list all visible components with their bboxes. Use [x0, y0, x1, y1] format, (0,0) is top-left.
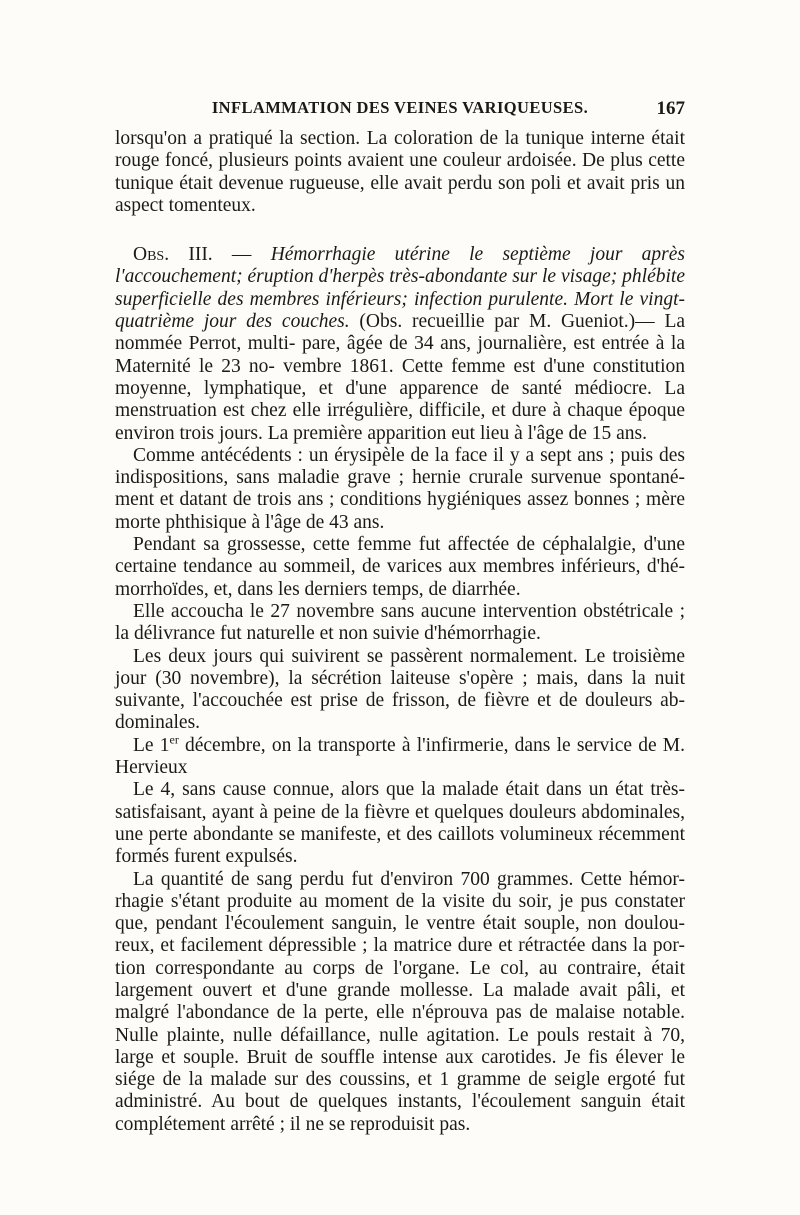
text-line: était rouge foncé, plusieurs points avaient une couleur ardoisée. De — [115, 128, 685, 172]
text-fragment: Le 1 — [133, 734, 170, 756]
paragraph-pregnancy — [115, 534, 685, 601]
text-line: administré. Au bout de quelques instants, l'écoulement sanguin était — [115, 1091, 685, 1113]
text-line: vembre 1861. Cette femme est d'une constitution moyenne, lymphatique, — [115, 355, 685, 399]
page-header — [115, 98, 685, 124]
text-line: pare, âgée de 34 ans, journalière, est entrée à la Maternité le 23 no- — [115, 333, 686, 377]
observation-label: Obs. III. — [133, 244, 213, 266]
text-line: avait pris un aspect tomenteux. — [115, 172, 685, 216]
paragraph-antecedents — [115, 445, 685, 534]
text-line: irrégulière, difficile, et dure à chaque époque environ trois jours. — [115, 400, 686, 444]
paragraph-postpartum — [115, 646, 685, 735]
page-body — [115, 128, 685, 1136]
text-line: que, pendant l'écoulement sanguin, le ventre était souple, non doulou- — [115, 913, 685, 935]
text-line: M. Hervieux — [115, 734, 685, 779]
text-line: largement ouvert et d'une grande mollesse. La malade avait pâli, et — [115, 979, 685, 1001]
text-line: morrhoïdes, et, dans les derniers temps, de diarrhée. — [115, 578, 521, 600]
text-line: (Obs. recueillie par M. Gueniot.)— La nommée Perrot, multi- — [115, 311, 686, 355]
observation-dash: — — [212, 244, 271, 266]
text-line: jour (30 novembre), la sécrétion laiteuse s'opère ; mais, dans la nuit — [115, 667, 685, 689]
text-line: complétement arrêté ; il ne se reproduisit pas. — [115, 1113, 471, 1135]
text-line: lorsqu'on a pratiqué la section. La coloration de la tunique interne — [115, 128, 645, 149]
text-line: suivante, l'accouchée est prise de frisson, de fièvre et de douleurs ab- — [115, 690, 685, 712]
paragraph-continuation — [115, 128, 685, 217]
paragraph-hemorrhage-onset — [115, 779, 685, 868]
observation-paragraph — [115, 244, 685, 445]
text-line: reux, et facilement dépressible ; la matrice dure et rétractée dans la por- — [115, 935, 685, 957]
running-head: INFLAMMATION DES VEINES VARIQUEUSES. — [211, 98, 589, 117]
text-line: La première apparition eut lieu à l'âge de 15 ans. — [267, 422, 648, 444]
text-line: Comme antécédents : un érysipèle de la face il y a sept ans ; puis des — [133, 444, 685, 466]
text-line: ment et datant de trois ans ; conditions hygiéniques assez bonnes ; mère — [115, 489, 685, 511]
text-line: Le 4, sans cause connue, alors que la malade était dans un état très- — [133, 779, 685, 801]
text-line: siége de la malade sur des coussins, et 1 gramme de seigle ergoté fut — [115, 1069, 685, 1091]
text-line: formés furent expulsés. — [115, 846, 298, 868]
text-line: plus cette tunique était devenue rugueuse, elle avait perdu son poli et — [115, 150, 685, 194]
text-line: malgré l'abondance de la perte, elle n'éprouva pas de malaise notable. — [115, 1002, 685, 1024]
text-line: Pendant sa grossesse, cette femme fut affectée de céphalalgie, d'une — [133, 534, 685, 556]
ordinal-superscript: er — [169, 732, 179, 747]
paragraph-delivery — [115, 601, 685, 646]
text-line: La quantité de sang perdu fut d'environ 700 grammes. Cette hémor- — [133, 868, 685, 890]
text-line: dominales. — [115, 712, 201, 734]
observation-title: Hémorrhagie utérine le septième jour après l'accouchement; éruption d'herpès très-abondante sur le visage; phlébite superficielle des membres inférieurs; infection purulente. Mort le vingt-quatrième jour des couches. — [115, 244, 686, 333]
page-number: 167 — [656, 98, 685, 119]
text-line: Nulle plainte, nulle défaillance, nulle agitation. Le pouls restait à 70, — [115, 1024, 685, 1046]
text-line: et d'une apparence de santé médiocre. La menstruation est chez elle — [115, 377, 685, 422]
paragraph-transfer — [115, 732, 685, 780]
text-line: la délivrance fut naturelle et non suivie d'hémorrhagie. — [115, 623, 541, 645]
text-line: certaine tendance au sommeil, de varices aux membres inférieurs, d'hé- — [115, 556, 685, 578]
text-line: tion correspondante au corps de l'organe. Le col, au contraire, était — [115, 957, 685, 979]
text-line: rhagie s'étant produite au moment de la visite du soir, je pus constater — [115, 890, 685, 912]
text-line: large et souple. Bruit de souffle intense aux carotides. Je fis élever le — [115, 1046, 685, 1068]
text-line: morte phthisique à l'âge de 43 ans. — [115, 511, 385, 533]
text-line: indispositions, sans maladie grave ; hernie crurale survenue spontané- — [115, 467, 685, 489]
text-line: Elle accoucha le 27 novembre sans aucune intervention obstétricale ; — [133, 600, 685, 622]
text-line: Les deux jours qui suivirent se passèrent normalement. Le troisième — [133, 645, 685, 667]
text-fragment: décembre, on la transporte à l'infirmerie, dans le service de — [178, 734, 657, 756]
text-line: satisfaisant, ayant à peine de la fièvre et quelques douleurs abdominales, — [115, 801, 685, 823]
paragraph-blood-loss — [115, 869, 685, 1137]
text-line: une perte abondante se manifeste, et des caillots volumineux récemment — [115, 823, 685, 845]
